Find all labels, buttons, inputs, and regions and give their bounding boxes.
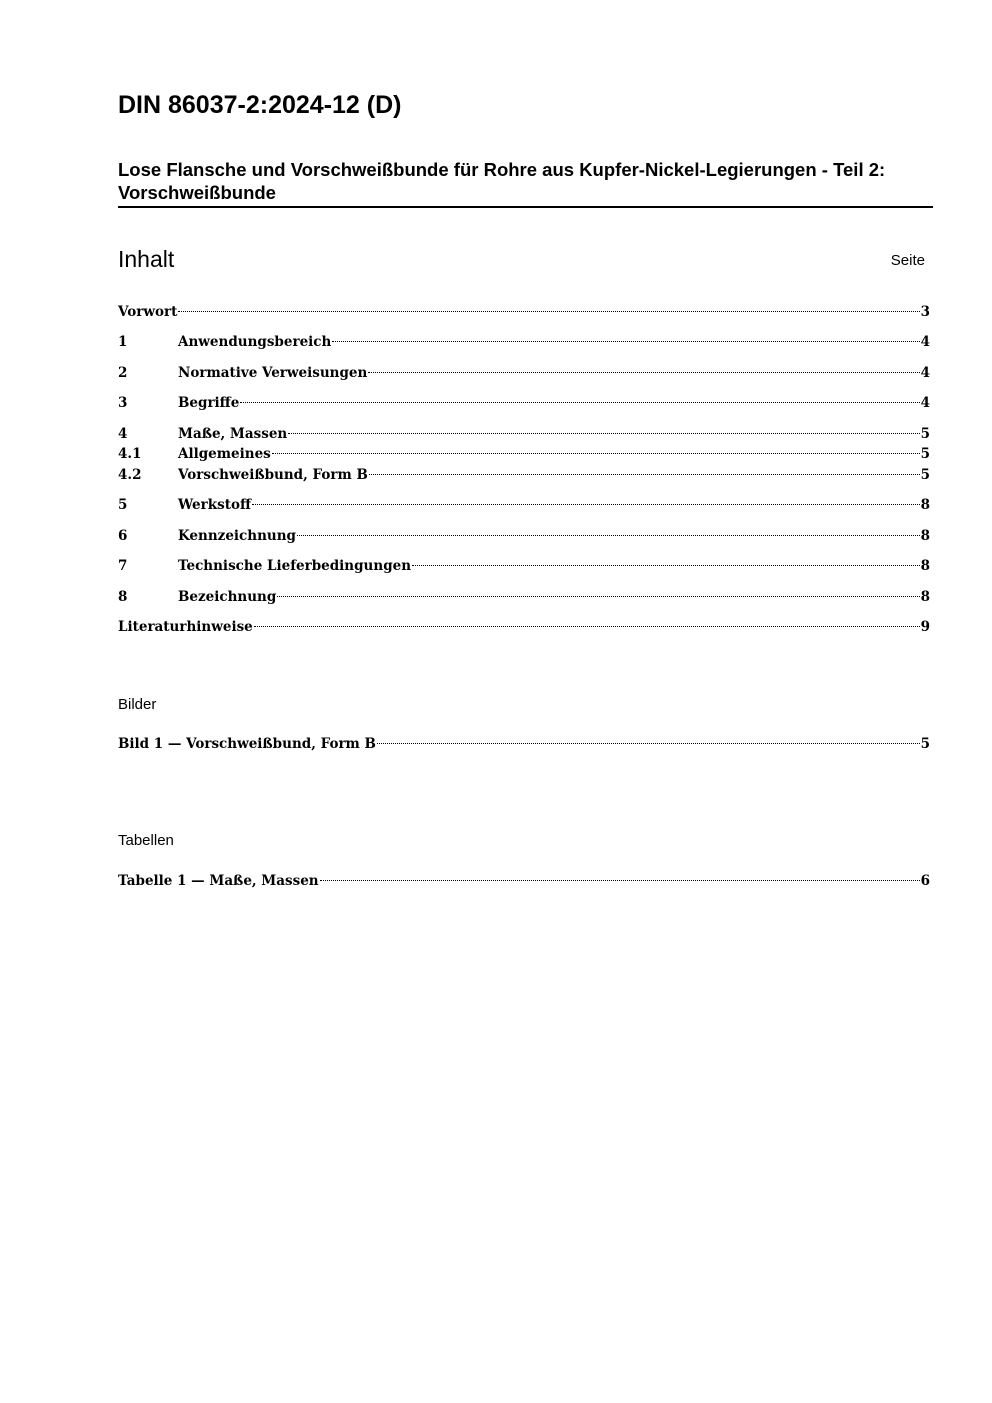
toc-entry-number: 5 (118, 497, 128, 513)
toc-entry-label: Vorwort (118, 304, 178, 320)
toc-entry-page: 9 (920, 619, 930, 635)
leader-dots (297, 535, 920, 536)
toc-entry-1[interactable] (118, 332, 930, 352)
toc-entry-2[interactable] (118, 363, 930, 383)
toc-entry-label: Begriffe (178, 395, 240, 411)
toc-entry-page: 8 (920, 589, 930, 605)
toc-entry-number: 2 (118, 365, 128, 381)
table-entry-page: 6 (920, 873, 930, 889)
toc-entry-number: 1 (118, 334, 128, 350)
toc-entry-page: 4 (920, 395, 930, 411)
document-title: Lose Flansche und Vorschweißbunde für Rohre aus Kupfer-Nickel-Legierungen - Teil 2: Vorschweißbunde (118, 158, 933, 208)
leader-dots (369, 474, 920, 475)
toc-entry-number: 3 (118, 395, 128, 411)
toc-entry-page: 3 (920, 304, 930, 320)
toc-entry-page: 8 (920, 497, 930, 513)
toc-entry-foreword[interactable] (118, 302, 930, 322)
leader-dots (178, 311, 919, 312)
leader-dots (412, 565, 920, 566)
toc-entry-number: 4.1 (118, 446, 142, 462)
toc-entry-label: Literaturhinweise (118, 619, 253, 635)
toc-entry-number: 6 (118, 528, 128, 544)
toc-entry-label: Werkstoff (178, 497, 252, 513)
toc-entry-label: Technische Lieferbedingungen (178, 558, 412, 574)
figures-heading: Bilder (118, 696, 157, 713)
leader-dots (320, 880, 920, 881)
toc-entry-page: 5 (920, 426, 930, 442)
leader-dots (277, 596, 919, 597)
document-id: DIN 86037-2:2024-12 (D) (118, 91, 402, 119)
toc-entry-number: 4 (118, 426, 128, 442)
page-column-label: Seite (890, 252, 925, 269)
toc-entry-page: 8 (920, 558, 930, 574)
toc-entry-5[interactable] (118, 495, 930, 515)
leader-dots (254, 626, 920, 627)
toc-entry-page: 5 (920, 467, 930, 483)
toc-entry-page: 4 (920, 334, 930, 350)
toc-entry-4-1[interactable] (118, 444, 930, 464)
figure-entry-1[interactable] (118, 734, 930, 754)
toc-entry-page: 8 (920, 528, 930, 544)
toc-entry-label: Normative Verweisungen (178, 365, 368, 381)
toc-entry-label: Kennzeichnung (178, 528, 296, 544)
toc-entry-number: 4.2 (118, 467, 142, 483)
toc-entry-3[interactable] (118, 393, 930, 413)
toc-entry-label: Anwendungsbereich (178, 334, 332, 350)
tables-heading: Tabellen (118, 832, 174, 849)
toc-entry-label: Allgemeines (178, 446, 271, 462)
toc-entry-label: Vorschweißbund, Form B (178, 467, 368, 483)
toc-entry-6[interactable] (118, 526, 930, 546)
leader-dots (368, 372, 919, 373)
leader-dots (332, 341, 919, 342)
figure-entry-label: Bild 1 — Vorschweißbund, Form B (118, 736, 376, 752)
toc-entry-4[interactable] (118, 424, 930, 444)
leader-dots (240, 402, 919, 403)
leader-dots (288, 433, 919, 434)
leader-dots (377, 743, 920, 744)
toc-entry-page: 5 (920, 446, 930, 462)
toc-entry-number: 7 (118, 558, 128, 574)
toc-entry-8[interactable] (118, 587, 930, 607)
toc-entry-label: Bezeichnung (178, 589, 277, 605)
table-entry-1[interactable] (118, 871, 930, 891)
table-entry-label: Tabelle 1 — Maße, Massen (118, 873, 319, 889)
toc-entry-page: 4 (920, 365, 930, 381)
toc-entry-bibliography[interactable] (118, 617, 930, 637)
figure-entry-page: 5 (920, 736, 930, 752)
toc-entry-label: Maße, Massen (178, 426, 288, 442)
toc-heading: Inhalt (118, 246, 175, 272)
toc-entry-4-2[interactable] (118, 465, 930, 485)
leader-dots (252, 504, 920, 505)
toc-entry-number: 8 (118, 589, 128, 605)
toc-entry-7[interactable] (118, 556, 930, 576)
leader-dots (272, 453, 920, 454)
